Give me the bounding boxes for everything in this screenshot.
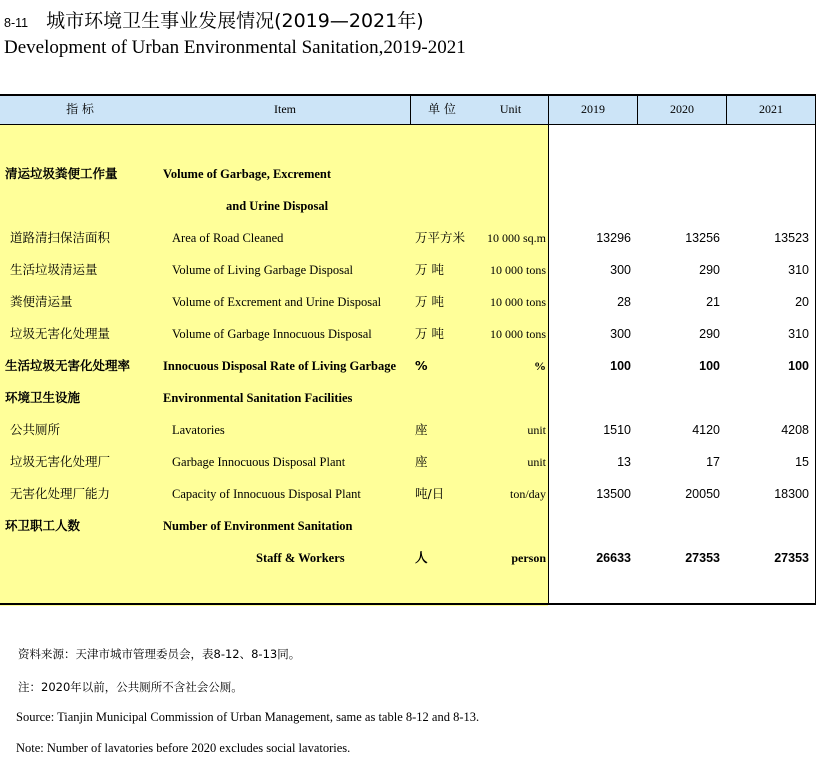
title-cn-text: 城市环境卫生事业发展情况(2019—2021年)	[46, 10, 424, 32]
data-table	[0, 94, 816, 606]
row-unit-en: ton/day	[510, 487, 546, 501]
row-unit-cn	[415, 158, 475, 190]
row-value-2021: 310	[788, 263, 809, 277]
lavatory-note-cn: 注：2020年以前，公共厕所不含社会公厕。	[18, 680, 243, 694]
row-value-2019: 13296	[596, 231, 631, 245]
row-unit-en	[473, 158, 546, 190]
header-item-en: Item	[274, 102, 296, 116]
row-item-en: Number of Environment Sanitation	[163, 519, 353, 533]
row-item-en: Volume of Living Garbage Disposal	[172, 263, 353, 277]
row-unit-cn: 万 吨	[415, 262, 444, 277]
header-year-2019: 2019	[581, 102, 605, 116]
row-indicator-cn: 环境卫生设施	[5, 390, 81, 405]
table-row	[0, 510, 816, 542]
row-unit-cn: 座	[415, 454, 428, 469]
row-indicator-cn: 垃圾无害化处理量	[10, 326, 111, 341]
row-indicator-cn	[5, 542, 160, 574]
table-row	[0, 414, 816, 446]
header-indicator-cn: 指 标	[66, 102, 94, 116]
row-indicator-cn: 公共厕所	[10, 422, 61, 437]
row-unit-en	[473, 510, 546, 542]
row-value-2020: 21	[706, 295, 720, 309]
row-item-en: Capacity of Innocuous Disposal Plant	[172, 487, 361, 501]
row-value-2019: 28	[617, 295, 631, 309]
row-indicator-cn: 无害化处理厂能力	[10, 486, 111, 501]
source-note-en: Source: Tianjin Municipal Commission of Urban Management, same as table 8-12 and 8-13.	[16, 710, 480, 724]
row-indicator-cn: 生活垃圾无害化处理率	[5, 358, 131, 373]
row-item-en: Staff & Workers	[256, 551, 345, 565]
row-item-en: Garbage Innocuous Disposal Plant	[172, 455, 346, 469]
row-unit-en: 10 000 tons	[489, 263, 546, 277]
row-item-en: Environmental Sanitation Facilities	[163, 391, 353, 405]
row-value-2021: 310	[788, 327, 809, 341]
row-unit-en: unit	[527, 455, 546, 469]
row-value-2021: 18300	[774, 487, 809, 501]
row-item-en: Volume of Garbage Innocuous Disposal	[172, 327, 372, 341]
header-rule	[0, 124, 816, 125]
table-row	[0, 446, 816, 478]
table-row	[0, 542, 816, 574]
row-unit-cn: 万 吨	[415, 294, 444, 309]
row-unit-en: person	[511, 551, 546, 565]
table-row	[0, 222, 816, 254]
table-row	[0, 350, 816, 382]
row-value-2020: 290	[699, 263, 720, 277]
row-value-2021: 100	[788, 359, 809, 373]
row-unit-cn	[415, 382, 475, 414]
row-value-2019: 26633	[596, 551, 631, 565]
row-value-2021	[727, 158, 809, 190]
header-unit-cn: 单 位	[428, 102, 456, 116]
row-indicator-cn: 生活垃圾清运量	[10, 262, 98, 277]
table-header	[0, 94, 816, 125]
row-value-2020: 4120	[692, 423, 720, 437]
row-indicator-cn: 垃圾无害化处理厂	[10, 454, 111, 469]
row-value-2021: 27353	[774, 551, 809, 565]
header-divider	[410, 94, 411, 125]
row-unit-cn: 吨/日	[415, 486, 445, 501]
header-year-2021: 2021	[759, 102, 783, 116]
row-indicator-cn: 粪便清运量	[10, 294, 73, 309]
row-value-2019: 300	[610, 327, 631, 341]
row-value-2020: 27353	[685, 551, 720, 565]
row-unit-en	[473, 190, 546, 222]
header-divider	[726, 94, 727, 125]
table-row	[0, 382, 816, 414]
row-value-2019: 1510	[603, 423, 631, 437]
page-title-en: Development of Urban Environmental Sanitation,2019-2021	[4, 37, 466, 58]
row-value-2019: 13500	[596, 487, 631, 501]
row-value-2019	[549, 510, 631, 542]
table-row	[0, 286, 816, 318]
header-year-2020: 2020	[670, 102, 694, 116]
row-item-en: Lavatories	[172, 423, 225, 437]
row-value-2021: 4208	[781, 423, 809, 437]
row-value-2019: 300	[610, 263, 631, 277]
row-unit-en: %	[534, 359, 546, 373]
header-divider	[637, 94, 638, 125]
row-value-2020: 20050	[685, 487, 720, 501]
row-unit-cn	[415, 190, 475, 222]
row-unit-cn: 座	[415, 422, 428, 437]
row-unit-en: 10 000 sq.m	[486, 231, 546, 245]
row-unit-en	[473, 382, 546, 414]
row-item-en: and Urine Disposal	[226, 199, 329, 213]
row-value-2020	[638, 190, 720, 222]
row-value-2020	[638, 382, 720, 414]
row-unit-cn: %	[415, 358, 428, 373]
row-value-2021: 20	[795, 295, 809, 309]
row-value-2021: 15	[795, 455, 809, 469]
table-row	[0, 158, 816, 190]
row-value-2020: 100	[699, 359, 720, 373]
row-unit-cn	[415, 510, 475, 542]
table-bottom-rule	[0, 603, 816, 605]
row-item-en: Volume of Garbage, Excrement	[163, 167, 332, 181]
table-row	[0, 318, 816, 350]
row-value-2020	[638, 158, 720, 190]
table-row	[0, 478, 816, 510]
header-unit-en: Unit	[499, 102, 522, 116]
row-value-2021: 13523	[774, 231, 809, 245]
table-row	[0, 190, 816, 222]
row-indicator-cn	[5, 190, 160, 222]
row-value-2020	[638, 510, 720, 542]
row-value-2019: 13	[617, 455, 631, 469]
lavatory-note-en: Note: Number of lavatories before 2020 excludes social lavatories.	[16, 741, 351, 755]
row-value-2019	[549, 382, 631, 414]
row-value-2019	[549, 190, 631, 222]
row-unit-en: 10 000 tons	[489, 327, 546, 341]
row-unit-en: 10 000 tons	[489, 295, 546, 309]
table-number: 8-11	[4, 16, 29, 30]
row-indicator-cn: 环卫职工人数	[5, 518, 81, 533]
row-value-2019: 100	[610, 359, 631, 373]
row-value-2020: 13256	[685, 231, 720, 245]
source-note-cn: 资料来源：天津市城市管理委员会，表8-12、8-13同。	[18, 647, 301, 661]
table-top-rule	[0, 94, 816, 96]
row-value-2020: 17	[706, 455, 720, 469]
row-indicator-cn: 清运垃圾粪便工作量	[5, 166, 118, 181]
row-unit-cn: 万平方米	[415, 230, 466, 245]
row-value-2020: 290	[699, 327, 720, 341]
row-value-2021	[727, 510, 809, 542]
row-unit-en: unit	[527, 423, 546, 437]
row-unit-cn: 人	[415, 550, 428, 565]
row-item-en: Area of Road Cleaned	[172, 231, 284, 245]
row-item-en: Innocuous Disposal Rate of Living Garbage	[163, 359, 397, 373]
row-value-2019	[549, 158, 631, 190]
row-value-2021	[727, 382, 809, 414]
row-unit-cn: 万 吨	[415, 326, 444, 341]
row-indicator-cn: 道路清扫保洁面积	[10, 230, 111, 245]
row-item-en: Volume of Excrement and Urine Disposal	[172, 295, 382, 309]
page-title-cn	[4, 6, 424, 33]
table-row	[0, 254, 816, 286]
row-value-2021	[727, 190, 809, 222]
